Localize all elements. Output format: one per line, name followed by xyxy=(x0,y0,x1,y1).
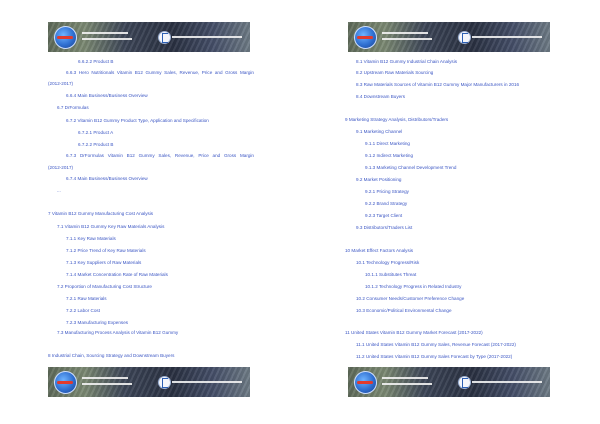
toc-entry[interactable]: 6.7.4 Main Business/Business Overview xyxy=(66,176,148,181)
toc-entry[interactable]: 7.2.1 Raw Materials xyxy=(66,296,107,301)
toc-entry[interactable]: 6.6.3 Hero Nutritionals Vitamin B12 Gummy Sales, Revenue, Price and Gross Margin xyxy=(66,70,254,75)
table-of-contents xyxy=(300,0,600,424)
toc-entry[interactable]: 7.3 Manufacturing Process Analysis of Vitamin B12 Gummy xyxy=(57,330,179,335)
toc-entry[interactable]: 9.2.1 Pricing Strategy xyxy=(365,189,409,194)
toc-entry[interactable]: 11.1 United States Vitamin B12 Gummy Sales, Revenue Forecast (2017-2022) xyxy=(356,342,516,347)
right-page xyxy=(300,0,600,424)
toc-entry[interactable]: (2012-2017) xyxy=(48,165,74,170)
toc-entry[interactable]: 11 United States Vitamin B12 Gummy Market Forecast (2017-2022) xyxy=(345,330,483,335)
toc-entry[interactable]: 7.1 Vitamin B12 Gummy Key Raw Materials Analysis xyxy=(57,224,165,229)
toc-entry[interactable]: 7.1.1 Key Raw Materials xyxy=(66,236,116,241)
toc-entry[interactable]: 8.4 Downstream Buyers xyxy=(356,94,406,99)
toc-entry[interactable]: 9.1 Marketing Channel xyxy=(356,129,403,134)
toc-entry[interactable]: 9.1.2 Indirect Marketing xyxy=(365,153,414,158)
toc-entry[interactable]: 6.7 DrFormulas xyxy=(57,105,89,110)
toc-entry[interactable]: 8.2 Upstream Raw Materials Sourcing xyxy=(356,70,434,75)
toc-entry[interactable]: 10.2 Consumer Needs/Customer Preference Change xyxy=(356,296,465,301)
toc-entry[interactable]: 8.3 Raw Materials Sources of Vitamin B12 Gummy Major Manufacturers in 2016 xyxy=(356,82,520,87)
toc-entry[interactable]: 8 Industrial Chain, Sourcing Strategy and Downstream Buyers xyxy=(48,353,175,358)
toc-entry[interactable]: 6.7.2.2 Product B xyxy=(78,142,114,147)
toc-entry[interactable]: 7.2 Proportion of Manufacturing Cost Structure xyxy=(57,284,152,289)
toc-entry[interactable]: 9.1.3 Marketing Channel Development Trend xyxy=(365,165,457,170)
toc-entry[interactable]: 9.2 Market Positioning xyxy=(356,177,402,182)
toc-entry[interactable]: 10.3 Economic/Political Environmental Change xyxy=(356,308,452,313)
toc-entry[interactable]: 6.6.4 Main Business/Business Overview xyxy=(66,93,148,98)
toc-entry[interactable]: 10 Market Effect Factors Analysis xyxy=(345,248,414,253)
toc-entry[interactable]: 7.1.4 Market Concentration Rate of Raw Materials xyxy=(66,272,168,277)
toc-entry[interactable]: 9.1.1 Direct Marketing xyxy=(365,141,410,146)
toc-entry[interactable]: (2012-2017) xyxy=(48,81,74,86)
toc-entry: ... xyxy=(57,188,61,193)
toc-entry[interactable]: 9.2.3 Target Client xyxy=(365,213,403,218)
toc-entry[interactable]: 7 Vitamin B12 Gummy Manufacturing Cost Analysis xyxy=(48,211,154,216)
toc-entry[interactable]: 6.6.2.2 Product B xyxy=(78,59,114,64)
toc-entry[interactable]: 9.3 Distributors/Traders List xyxy=(356,225,413,230)
toc-entry[interactable]: 7.1.2 Price Trend of Key Raw Materials xyxy=(66,248,146,253)
toc-entry[interactable]: 7.2.2 Labor Cost xyxy=(66,308,100,313)
toc-entry[interactable]: 10.1.2 Technology Progress in Related Industry xyxy=(365,284,462,289)
toc-entry[interactable]: 6.7.2 Vitamin B12 Gummy Product Type, Application and Specification xyxy=(66,118,209,123)
toc-entry[interactable]: 10.1.1 Substitutes Threat xyxy=(365,272,417,277)
toc-entry[interactable]: 9.2.2 Brand Strategy xyxy=(365,201,408,206)
toc-entry[interactable]: 7.1.3 Key Suppliers of Raw Materials xyxy=(66,260,142,265)
toc-entry[interactable]: 7.2.3 Manufacturing Expenses xyxy=(66,320,129,325)
toc-entry[interactable]: 6.7.3 DrFormulas Vitamin B12 Gummy Sales, Revenue, Price and Gross Margin xyxy=(66,153,254,158)
toc-entry[interactable]: 11.2 United States Vitamin B12 Gummy Sales Forecast by Type (2017-2022) xyxy=(356,354,513,359)
toc-entry[interactable]: 10.1 Technology Progress/Risk xyxy=(356,260,420,265)
toc-entry[interactable]: 8.1 Vitamin B12 Gummy Industrial Chain Analysis xyxy=(356,59,458,64)
toc-entry[interactable]: 9 Marketing Strategy Analysis, Distributors/Traders xyxy=(345,117,449,122)
toc-entry[interactable]: 6.7.2.1 Product A xyxy=(78,130,114,135)
